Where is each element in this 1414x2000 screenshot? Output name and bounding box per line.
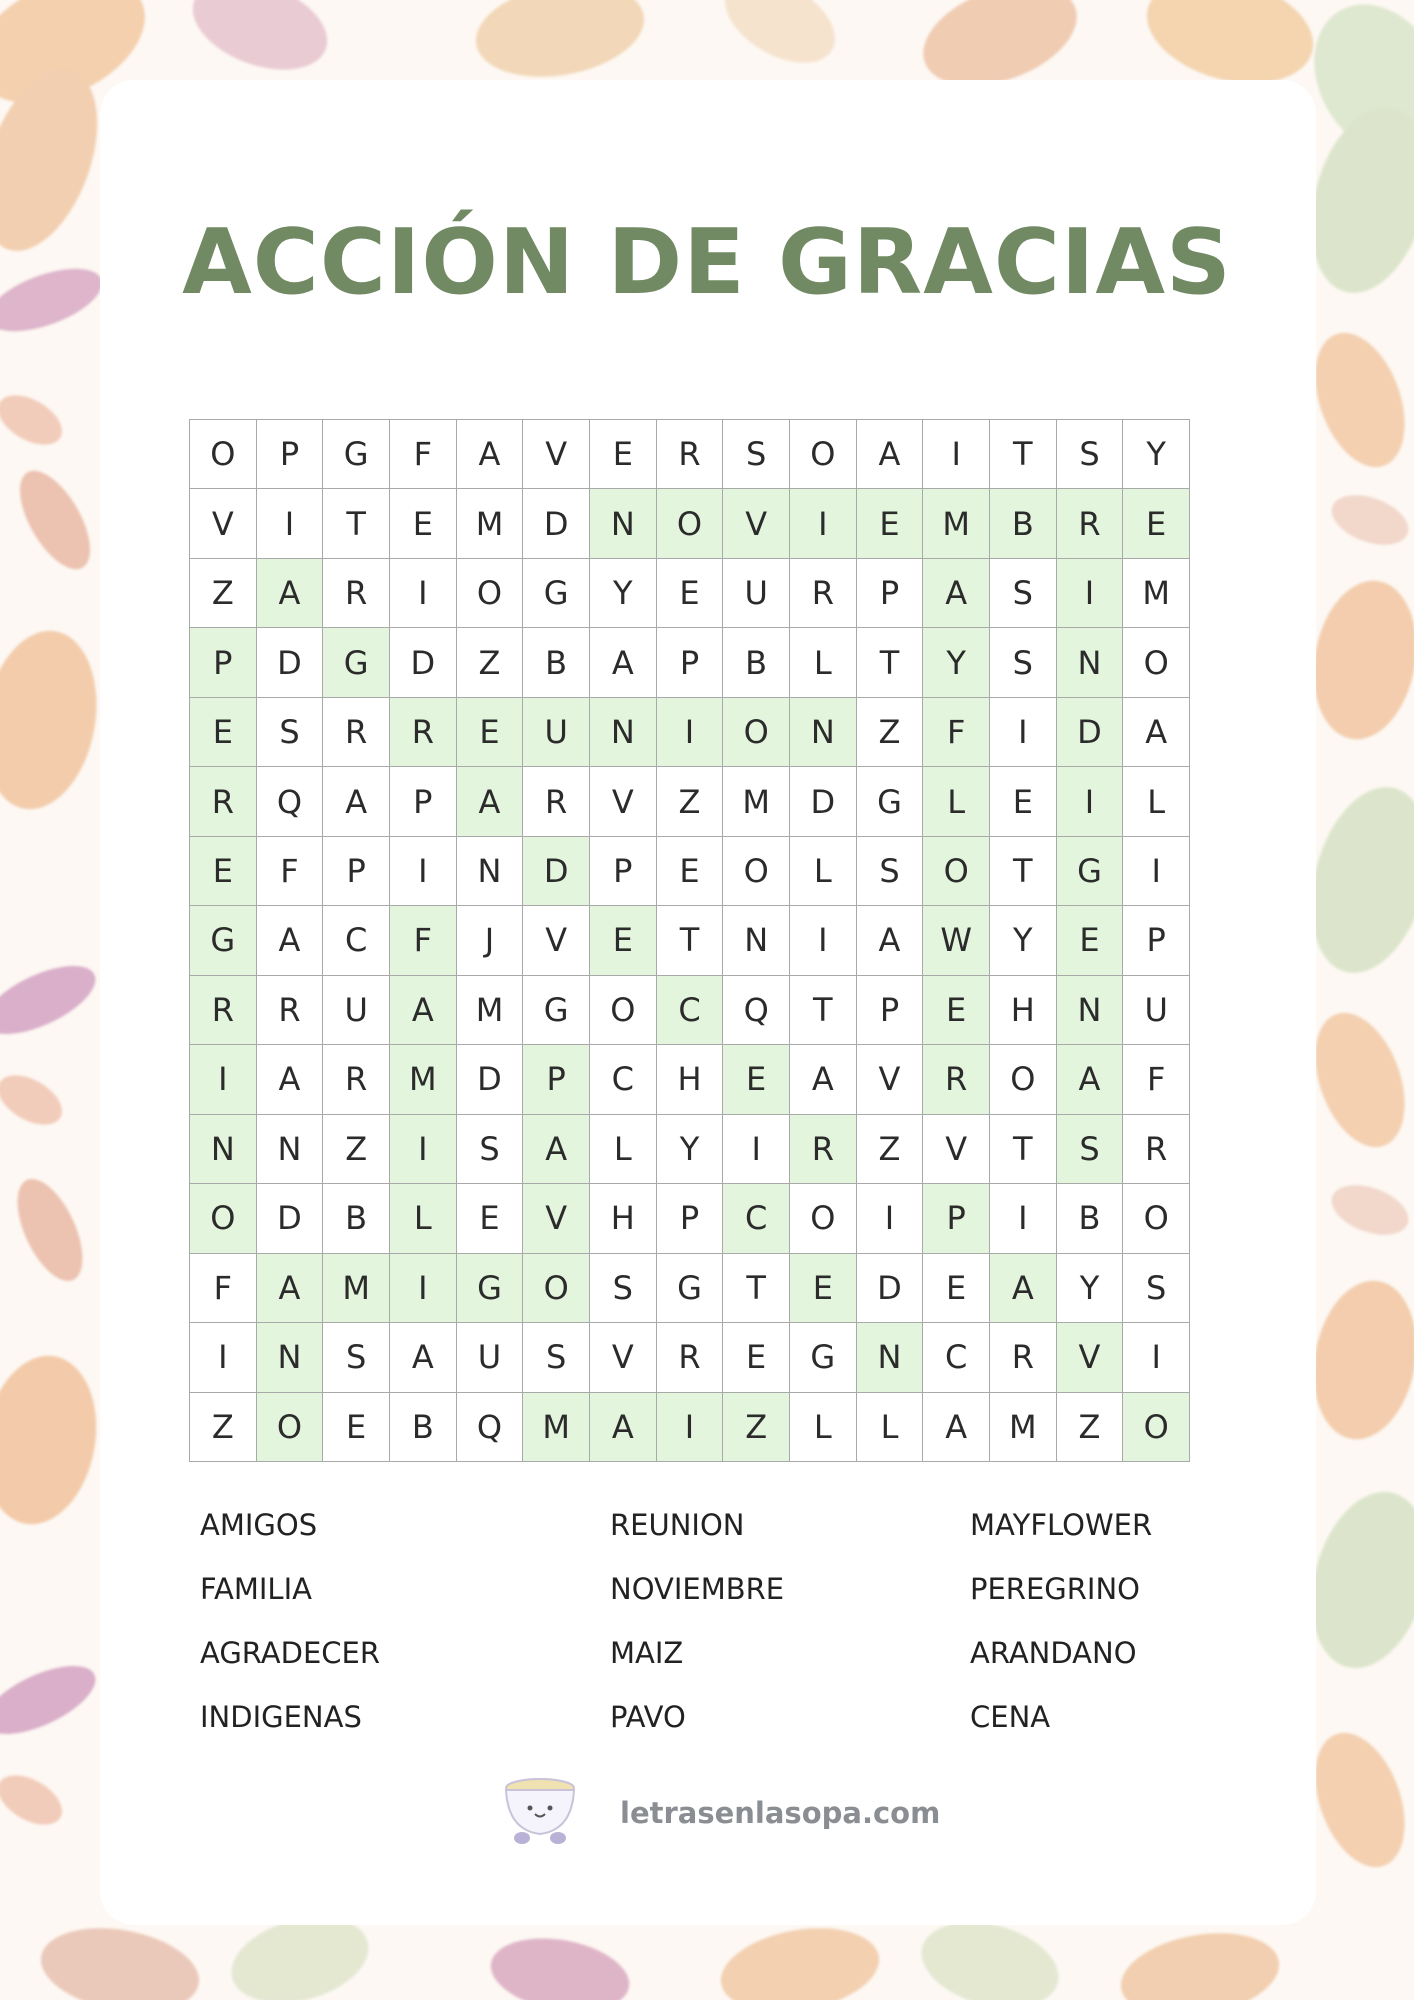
grid-cell: R <box>523 767 590 836</box>
grid-cell: O <box>990 1045 1057 1114</box>
grid-cell: N <box>457 837 524 906</box>
grid-cell: B <box>323 1184 390 1253</box>
grid-cell: L <box>790 1393 857 1462</box>
grid-cell: A <box>857 420 924 489</box>
grid-cell: Y <box>657 1115 724 1184</box>
grid-cell: G <box>657 1254 724 1323</box>
grid-cell: B <box>390 1393 457 1462</box>
grid-cell: G <box>323 628 390 697</box>
grid-cell: A <box>457 767 524 836</box>
grid-cell: O <box>790 1184 857 1253</box>
grid-cell: V <box>723 489 790 558</box>
grid-cell: O <box>657 489 724 558</box>
grid-cell: S <box>1057 420 1124 489</box>
grid-cell: I <box>390 837 457 906</box>
grid-cell: P <box>323 837 390 906</box>
grid-cell: E <box>190 698 257 767</box>
grid-cell: I <box>257 489 324 558</box>
grid-cell: T <box>990 1115 1057 1184</box>
word-item: FAMILIA <box>200 1572 312 1606</box>
grid-cell: M <box>390 1045 457 1114</box>
grid-cell: T <box>790 976 857 1045</box>
word-item: INDIGENAS <box>200 1700 362 1734</box>
grid-cell: V <box>523 420 590 489</box>
grid-cell: Y <box>590 559 657 628</box>
grid-cell: A <box>1057 1045 1124 1114</box>
grid-cell: N <box>723 906 790 975</box>
grid-cell: B <box>1057 1184 1124 1253</box>
grid-cell: O <box>257 1393 324 1462</box>
grid-cell: A <box>590 1393 657 1462</box>
grid-cell: F <box>257 837 324 906</box>
word-item: NOVIEMBRE <box>610 1572 785 1606</box>
grid-cell: T <box>323 489 390 558</box>
grid-cell: Z <box>323 1115 390 1184</box>
grid-cell: P <box>390 767 457 836</box>
grid-cell: Z <box>1057 1393 1124 1462</box>
grid-cell: S <box>323 1323 390 1392</box>
word-item: AGRADECER <box>200 1636 380 1670</box>
grid-cell: O <box>590 976 657 1045</box>
grid-cell: R <box>323 1045 390 1114</box>
grid-cell: H <box>590 1184 657 1253</box>
grid-cell: A <box>790 1045 857 1114</box>
grid-cell: S <box>990 628 1057 697</box>
grid-cell: O <box>190 420 257 489</box>
grid-cell: C <box>657 976 724 1045</box>
word-item: MAYFLOWER <box>970 1508 1153 1542</box>
grid-cell: O <box>457 559 524 628</box>
grid-cell: S <box>1057 1115 1124 1184</box>
grid-cell: M <box>523 1393 590 1462</box>
grid-cell: E <box>857 489 924 558</box>
grid-cell: N <box>190 1115 257 1184</box>
grid-cell: N <box>590 698 657 767</box>
grid-cell: E <box>723 1045 790 1114</box>
grid-cell: F <box>923 698 990 767</box>
grid-cell: B <box>723 628 790 697</box>
grid-cell: V <box>523 906 590 975</box>
grid-cell: T <box>990 837 1057 906</box>
grid-cell: L <box>1123 767 1190 836</box>
grid-cell: W <box>923 906 990 975</box>
grid-cell: H <box>657 1045 724 1114</box>
grid-cell: C <box>723 1184 790 1253</box>
grid-cell: F <box>190 1254 257 1323</box>
grid-cell: P <box>657 1184 724 1253</box>
grid-cell: I <box>657 698 724 767</box>
grid-cell: M <box>457 489 524 558</box>
grid-cell: R <box>657 1323 724 1392</box>
grid-cell: S <box>990 559 1057 628</box>
grid-cell: A <box>857 906 924 975</box>
grid-cell: Z <box>723 1393 790 1462</box>
grid-cell: A <box>1123 698 1190 767</box>
grid-cell: T <box>857 628 924 697</box>
grid-cell: I <box>857 1184 924 1253</box>
grid-cell: E <box>790 1254 857 1323</box>
grid-cell: P <box>857 976 924 1045</box>
grid-cell: T <box>657 906 724 975</box>
grid-cell: L <box>390 1184 457 1253</box>
grid-cell: G <box>457 1254 524 1323</box>
grid-cell: A <box>257 906 324 975</box>
grid-cell: G <box>323 420 390 489</box>
soup-bowl-icon <box>500 1774 580 1851</box>
grid-cell: D <box>457 1045 524 1114</box>
grid-cell: Z <box>190 559 257 628</box>
grid-cell: N <box>857 1323 924 1392</box>
page-title: ACCIÓN DE GRACIAS <box>182 210 1232 315</box>
grid-cell: Y <box>923 628 990 697</box>
grid-cell: P <box>857 559 924 628</box>
grid-cell: A <box>390 1323 457 1392</box>
grid-cell: E <box>323 1393 390 1462</box>
grid-cell: A <box>590 628 657 697</box>
grid-cell: O <box>723 698 790 767</box>
grid-cell: F <box>1123 1045 1190 1114</box>
grid-cell: E <box>723 1323 790 1392</box>
grid-cell: G <box>523 559 590 628</box>
grid-cell: R <box>323 698 390 767</box>
grid-cell: I <box>990 1184 1057 1253</box>
grid-cell: Q <box>257 767 324 836</box>
grid-cell: L <box>790 628 857 697</box>
grid-cell: U <box>457 1323 524 1392</box>
grid-cell: M <box>1123 559 1190 628</box>
grid-cell: D <box>523 837 590 906</box>
grid-cell: A <box>457 420 524 489</box>
grid-cell: S <box>1123 1254 1190 1323</box>
grid-cell: S <box>590 1254 657 1323</box>
grid-cell: E <box>390 489 457 558</box>
grid-cell: J <box>457 906 524 975</box>
grid-cell: I <box>657 1393 724 1462</box>
grid-cell: M <box>323 1254 390 1323</box>
grid-cell: D <box>257 1184 324 1253</box>
grid-cell: S <box>257 698 324 767</box>
grid-cell: U <box>323 976 390 1045</box>
grid-cell: V <box>590 1323 657 1392</box>
grid-cell: O <box>190 1184 257 1253</box>
grid-cell: E <box>1123 489 1190 558</box>
grid-cell: T <box>990 420 1057 489</box>
grid-cell: R <box>190 767 257 836</box>
grid-cell: A <box>923 1393 990 1462</box>
footer <box>500 1775 940 1850</box>
word-list <box>200 1500 1200 1760</box>
grid-cell: O <box>1123 1393 1190 1462</box>
grid-cell: P <box>590 837 657 906</box>
grid-cell: I <box>390 559 457 628</box>
grid-cell: Y <box>990 906 1057 975</box>
grid-cell: V <box>523 1184 590 1253</box>
grid-cell: C <box>923 1323 990 1392</box>
grid-cell: I <box>1057 767 1124 836</box>
grid-cell: E <box>1057 906 1124 975</box>
grid-cell: I <box>790 906 857 975</box>
grid-cell: P <box>657 628 724 697</box>
grid-cell: L <box>790 837 857 906</box>
word-item: ARANDANO <box>970 1636 1137 1670</box>
grid-cell: I <box>790 489 857 558</box>
grid-cell: D <box>857 1254 924 1323</box>
grid-cell: I <box>390 1254 457 1323</box>
grid-cell: S <box>857 837 924 906</box>
grid-cell: Q <box>723 976 790 1045</box>
grid-cell: D <box>390 628 457 697</box>
grid-cell: E <box>923 1254 990 1323</box>
grid-cell: A <box>990 1254 1057 1323</box>
grid-cell: O <box>1123 628 1190 697</box>
grid-cell: P <box>923 1184 990 1253</box>
grid-cell: F <box>390 906 457 975</box>
word-item: REUNION <box>610 1508 745 1542</box>
grid-cell: O <box>1123 1184 1190 1253</box>
grid-cell: A <box>390 976 457 1045</box>
grid-cell: G <box>857 767 924 836</box>
grid-cell: M <box>457 976 524 1045</box>
grid-cell: E <box>457 698 524 767</box>
grid-cell: E <box>657 837 724 906</box>
grid-cell: G <box>190 906 257 975</box>
grid-cell: N <box>257 1115 324 1184</box>
grid-cell: G <box>790 1323 857 1392</box>
grid-cell: I <box>1123 837 1190 906</box>
grid-cell: Z <box>857 1115 924 1184</box>
grid-cell: P <box>523 1045 590 1114</box>
grid-cell: O <box>790 420 857 489</box>
grid-cell: C <box>323 906 390 975</box>
grid-cell: Y <box>1057 1254 1124 1323</box>
grid-cell: E <box>590 906 657 975</box>
word-item: CENA <box>970 1700 1051 1734</box>
brand-text: letrasenlasopa.com <box>620 1795 941 1830</box>
grid-cell: L <box>590 1115 657 1184</box>
grid-cell: M <box>923 489 990 558</box>
grid-cell: Q <box>457 1393 524 1462</box>
grid-cell: A <box>323 767 390 836</box>
grid-cell: E <box>457 1184 524 1253</box>
grid-cell: S <box>723 420 790 489</box>
grid-cell: S <box>457 1115 524 1184</box>
grid-cell: P <box>1123 906 1190 975</box>
grid-cell: E <box>190 837 257 906</box>
grid-cell: I <box>990 698 1057 767</box>
grid-cell: D <box>257 628 324 697</box>
word-list-column-2 <box>610 1500 784 1756</box>
grid-cell: L <box>857 1393 924 1462</box>
grid-cell: U <box>723 559 790 628</box>
grid-cell: R <box>390 698 457 767</box>
grid-cell: U <box>523 698 590 767</box>
grid-cell: N <box>790 698 857 767</box>
grid-cell: R <box>790 559 857 628</box>
grid-cell: U <box>1123 976 1190 1045</box>
grid-cell: F <box>390 420 457 489</box>
grid-cell: M <box>990 1393 1057 1462</box>
grid-cell: A <box>523 1115 590 1184</box>
grid-cell: S <box>523 1323 590 1392</box>
grid-cell: V <box>857 1045 924 1114</box>
grid-cell: G <box>523 976 590 1045</box>
grid-cell: I <box>390 1115 457 1184</box>
grid-cell: Z <box>857 698 924 767</box>
grid-cell: H <box>990 976 1057 1045</box>
grid-cell: R <box>790 1115 857 1184</box>
grid-cell: R <box>1123 1115 1190 1184</box>
grid-cell: B <box>523 628 590 697</box>
grid-cell: P <box>190 628 257 697</box>
grid-cell: N <box>1057 976 1124 1045</box>
grid-cell: E <box>990 767 1057 836</box>
grid-cell: M <box>723 767 790 836</box>
grid-cell: C <box>590 1045 657 1114</box>
grid-cell: R <box>657 420 724 489</box>
grid-cell: V <box>190 489 257 558</box>
grid-cell: V <box>923 1115 990 1184</box>
word-item: MAIZ <box>610 1636 684 1670</box>
grid-cell: N <box>257 1323 324 1392</box>
grid-cell: D <box>1057 698 1124 767</box>
grid-cell: I <box>190 1323 257 1392</box>
grid-cell: Z <box>190 1393 257 1462</box>
grid-cell: B <box>990 489 1057 558</box>
word-search-grid <box>189 419 1190 1462</box>
grid-cell: A <box>257 1045 324 1114</box>
grid-cell: A <box>257 1254 324 1323</box>
grid-cell: V <box>590 767 657 836</box>
grid-cell: E <box>590 420 657 489</box>
grid-cell: Z <box>657 767 724 836</box>
word-list-column-3 <box>970 1500 1152 1756</box>
grid-cell: R <box>257 976 324 1045</box>
grid-cell: D <box>790 767 857 836</box>
grid-cell: R <box>1057 489 1124 558</box>
grid-cell: A <box>257 559 324 628</box>
grid-cell: O <box>723 837 790 906</box>
grid-cell: G <box>1057 837 1124 906</box>
grid-cell: A <box>923 559 990 628</box>
grid-cell: T <box>723 1254 790 1323</box>
grid-cell: R <box>190 976 257 1045</box>
grid-cell: E <box>923 976 990 1045</box>
grid-cell: L <box>923 767 990 836</box>
grid-cell: I <box>1123 1323 1190 1392</box>
grid-cell: P <box>257 420 324 489</box>
grid-cell: E <box>657 559 724 628</box>
grid-cell: Z <box>457 628 524 697</box>
grid-cell: I <box>923 420 990 489</box>
grid-cell: D <box>523 489 590 558</box>
word-list-column-1 <box>200 1500 380 1756</box>
word-item: PAVO <box>610 1700 686 1734</box>
grid-cell: O <box>923 837 990 906</box>
word-item: PEREGRINO <box>970 1572 1140 1606</box>
word-item: AMIGOS <box>200 1508 318 1542</box>
grid-cell: N <box>590 489 657 558</box>
grid-cell: R <box>923 1045 990 1114</box>
grid-cell: R <box>323 559 390 628</box>
grid-cell: I <box>190 1045 257 1114</box>
grid-cell: V <box>1057 1323 1124 1392</box>
grid-cell: R <box>990 1323 1057 1392</box>
grid-cell: I <box>1057 559 1124 628</box>
grid-cell: N <box>1057 628 1124 697</box>
grid-cell: I <box>723 1115 790 1184</box>
grid-cell: Y <box>1123 420 1190 489</box>
grid-cell: O <box>523 1254 590 1323</box>
